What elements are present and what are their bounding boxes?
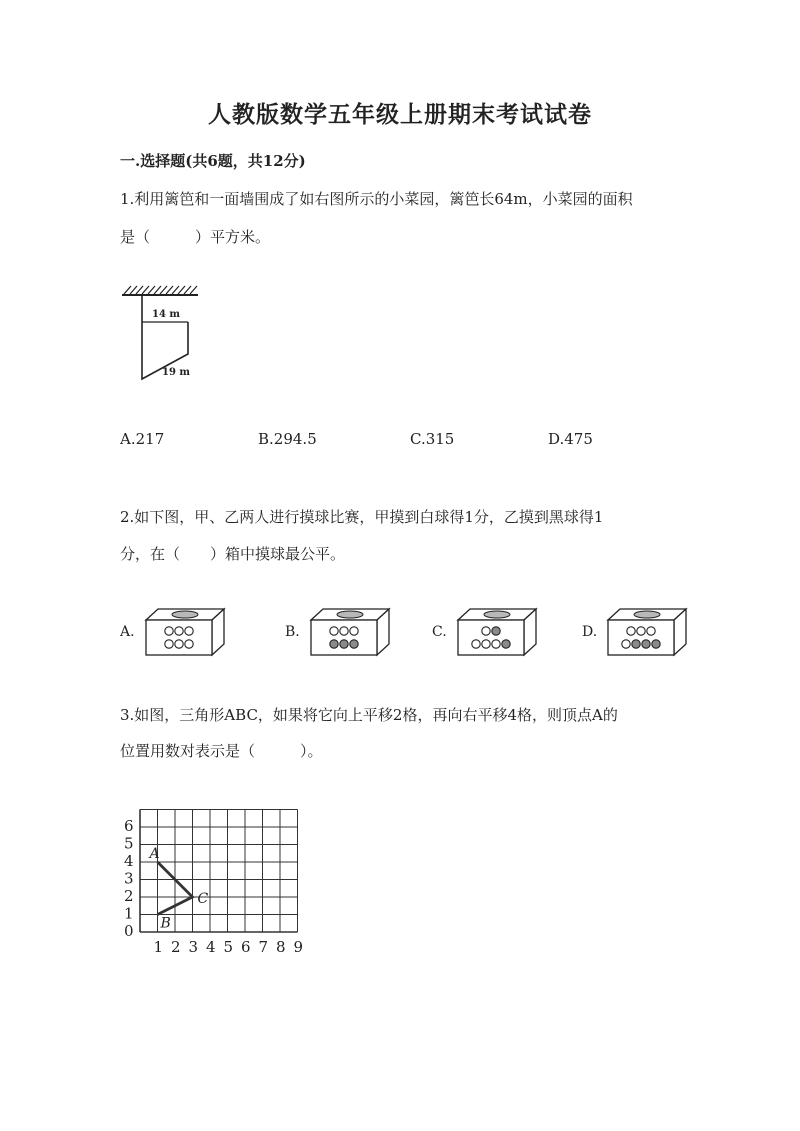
q2-box-label[interactable]: C. bbox=[432, 624, 447, 640]
y-axis-label: 6 bbox=[124, 817, 134, 835]
white-ball bbox=[330, 627, 338, 635]
black-ball bbox=[330, 640, 338, 648]
y-axis-label: 3 bbox=[124, 869, 134, 888]
y-axis-label: 0 bbox=[124, 922, 134, 940]
x-axis-label: 6 bbox=[241, 938, 251, 956]
vertex-label: B bbox=[160, 915, 171, 932]
x-axis-label: 2 bbox=[171, 938, 181, 956]
white-ball bbox=[340, 627, 348, 635]
white-ball bbox=[175, 640, 183, 648]
x-axis-label: 5 bbox=[223, 938, 234, 956]
wall-hatching bbox=[124, 286, 197, 294]
white-ball bbox=[165, 640, 173, 648]
x-axis-label: 9 bbox=[293, 938, 304, 956]
q2-ball-box bbox=[309, 606, 409, 658]
q2-box-label[interactable]: A. bbox=[120, 624, 135, 640]
q1-option-a[interactable]: A.217 bbox=[120, 430, 165, 448]
white-ball bbox=[492, 640, 500, 648]
q2-ball-box bbox=[456, 606, 556, 658]
page-title: 人教版数学五年级上册期末考试试卷 bbox=[208, 101, 592, 128]
white-ball bbox=[482, 640, 490, 648]
white-ball bbox=[482, 627, 490, 635]
y-axis-label: 5 bbox=[124, 834, 134, 853]
white-ball bbox=[165, 627, 173, 635]
white-ball bbox=[647, 627, 655, 635]
q2-box-label[interactable]: B. bbox=[285, 624, 300, 640]
x-axis-label: 8 bbox=[276, 938, 286, 956]
vertex-label: A bbox=[149, 846, 160, 862]
q1-option-b[interactable]: B.294.5 bbox=[258, 430, 317, 448]
white-ball bbox=[637, 627, 645, 635]
black-ball bbox=[492, 627, 500, 635]
q2-ball-box bbox=[144, 606, 244, 658]
white-ball bbox=[175, 627, 183, 635]
white-ball bbox=[472, 640, 480, 648]
box-opening bbox=[172, 611, 198, 618]
black-ball bbox=[652, 640, 660, 648]
black-ball bbox=[632, 640, 640, 648]
q1-garden-figure bbox=[118, 282, 204, 390]
q1-text-line2: 是（ ）平方米。 bbox=[120, 228, 271, 246]
q3-coordinate-grid bbox=[116, 796, 316, 962]
vertex-label: C bbox=[197, 891, 209, 907]
black-ball bbox=[642, 640, 650, 648]
white-ball bbox=[627, 627, 635, 635]
box-opening bbox=[634, 611, 660, 618]
section-heading: 一.选择题(共6题，共12分) bbox=[120, 152, 306, 170]
x-axis-label: 3 bbox=[188, 938, 199, 956]
x-axis-label: 4 bbox=[206, 938, 216, 956]
x-axis-label: 1 bbox=[153, 938, 164, 956]
q1-option-d[interactable]: D.475 bbox=[548, 430, 593, 448]
q1-option-c[interactable]: C.315 bbox=[410, 430, 455, 448]
q1-text-line1: 1.利用篱笆和一面墙围成了如右图所示的小菜园，篱笆长64m，小菜园的面积 bbox=[120, 190, 633, 208]
box-front-face bbox=[608, 620, 674, 655]
box-front-face bbox=[146, 620, 212, 655]
box-opening bbox=[337, 611, 363, 618]
black-ball bbox=[502, 640, 510, 648]
box-front-face bbox=[311, 620, 377, 655]
black-ball bbox=[340, 640, 348, 648]
black-ball bbox=[350, 640, 358, 648]
white-ball bbox=[185, 627, 193, 635]
top-length-label: 14 m bbox=[152, 309, 180, 320]
q2-box-label[interactable]: D. bbox=[582, 624, 598, 640]
white-ball bbox=[350, 627, 358, 635]
q3-text-line2: 位置用数对表示是（ ）。 bbox=[120, 742, 323, 760]
y-axis-label: 1 bbox=[124, 904, 134, 923]
y-axis-label: 2 bbox=[124, 887, 134, 905]
white-ball bbox=[185, 640, 193, 648]
q2-text-line1: 2.如下图，甲、乙两人进行摸球比赛，甲摸到白球得1分，乙摸到黑球得1 bbox=[120, 508, 604, 526]
x-axis-label: 7 bbox=[258, 938, 269, 956]
bottom-length-label: 19 m bbox=[162, 367, 190, 378]
q3-text-line1: 3.如图，三角形ABC，如果将它向上平移2格，再向右平移4格，则顶点A的 bbox=[120, 706, 618, 724]
white-ball bbox=[622, 640, 630, 648]
y-axis-label: 4 bbox=[124, 852, 134, 870]
box-opening bbox=[484, 611, 510, 618]
q2-text-line2: 分，在（ ）箱中摸球最公平。 bbox=[120, 545, 346, 563]
q2-ball-box bbox=[606, 606, 706, 658]
box-front-face bbox=[458, 620, 524, 655]
